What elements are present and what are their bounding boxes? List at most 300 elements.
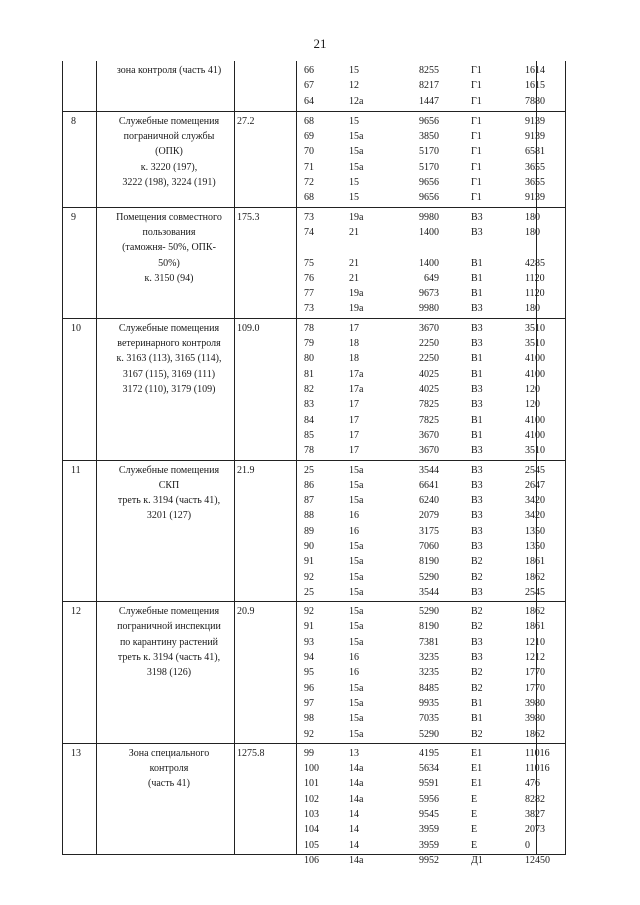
value-cell: 1400 <box>419 257 439 269</box>
description-line: треть к. 3194 (часть 41), <box>117 495 221 507</box>
amount-cell: 3420 <box>525 495 545 507</box>
code-cell: В3 <box>471 636 483 648</box>
value-cell: 9673 <box>419 288 439 300</box>
table-group <box>63 207 565 319</box>
code-cell: В3 <box>471 495 483 507</box>
amount-cell: 1862 <box>525 728 545 740</box>
code-cell: В3 <box>471 479 483 491</box>
amount-cell: 1614 <box>525 65 545 76</box>
code-cell: В2 <box>471 667 483 679</box>
table-row <box>63 78 565 93</box>
point-cell: 64 <box>304 95 314 107</box>
value-cell: 9656 <box>419 115 439 127</box>
table-row <box>63 853 565 868</box>
description-line: треть к. 3194 (часть 41), <box>117 652 221 664</box>
code-cell: В3 <box>471 226 483 238</box>
point-cell: 89 <box>304 525 314 537</box>
code-cell: В1 <box>471 353 483 365</box>
amount-cell: 0 <box>525 839 530 851</box>
point-cell: 91 <box>304 621 314 633</box>
amount-cell: 8282 <box>525 793 545 805</box>
table-row <box>63 443 565 458</box>
table-row <box>63 650 565 665</box>
amount-cell: 180 <box>525 303 540 315</box>
table-row <box>63 367 565 382</box>
value-cell: 9656 <box>419 192 439 204</box>
value-cell: 3959 <box>419 839 439 851</box>
code-cell: Е <box>471 839 478 851</box>
value-cell: 2250 <box>419 353 439 365</box>
amount-cell: 1120 <box>525 272 545 284</box>
point-cell: 74 <box>304 226 314 238</box>
amount-cell: 1350 <box>525 541 545 552</box>
point-cell: 105 <box>304 839 319 851</box>
description-line: пограничной службы <box>123 131 215 143</box>
table-row <box>63 256 565 271</box>
point-cell: 67 <box>304 80 314 92</box>
point-cell: 66 <box>304 65 314 76</box>
table-row <box>63 114 565 129</box>
node-cell: 15а <box>349 697 364 709</box>
description-line: по карантину растений <box>119 636 219 648</box>
table-row <box>63 240 565 255</box>
table-row <box>63 554 565 569</box>
point-cell: 72 <box>304 177 314 189</box>
amount-cell: 1210 <box>525 636 545 648</box>
amount-cell: 11016 <box>525 763 550 775</box>
table-row <box>63 665 565 680</box>
point-cell: 88 <box>304 510 314 522</box>
amount-cell: 3510 <box>525 445 545 457</box>
group-index: 12 <box>71 606 81 618</box>
code-cell: В2 <box>471 728 483 740</box>
node-cell: 12а <box>349 95 364 107</box>
description-line: (ОПК) <box>155 146 183 158</box>
amount-cell: 3655 <box>525 161 545 173</box>
code-cell: В3 <box>471 383 483 395</box>
node-cell: 15а <box>349 571 364 583</box>
code-cell: В3 <box>471 586 483 598</box>
point-cell: 92 <box>304 728 314 740</box>
node-cell: 14а <box>349 778 364 790</box>
value-cell: 5170 <box>419 161 439 173</box>
amount-cell: 2073 <box>525 824 545 836</box>
amount-cell: 4100 <box>525 429 545 441</box>
table-row <box>63 160 565 175</box>
page-number: 21 <box>313 36 327 51</box>
value-cell: 9545 <box>419 809 439 821</box>
node-cell: 18 <box>349 338 359 350</box>
description-line: 3201 (127) <box>146 510 192 522</box>
table-row <box>63 225 565 240</box>
value-cell: 8485 <box>419 682 439 694</box>
point-cell: 77 <box>304 288 314 300</box>
table-group <box>63 318 565 461</box>
amount-cell: 9139 <box>525 115 545 127</box>
code-cell: Е <box>471 809 478 821</box>
node-cell: 18 <box>349 353 359 365</box>
amount-cell: 3510 <box>525 322 545 334</box>
group-index: 9 <box>71 211 76 223</box>
point-cell: 97 <box>304 697 314 709</box>
code-cell: В1 <box>471 368 483 380</box>
table-group <box>63 601 565 744</box>
code-cell: В1 <box>471 713 483 725</box>
value-cell: 9656 <box>419 177 439 189</box>
code-cell: Г1 <box>471 115 482 127</box>
description-line: СКП <box>158 479 180 491</box>
code-cell: В3 <box>471 464 483 476</box>
point-cell: 93 <box>304 636 314 648</box>
value-cell: 3959 <box>419 824 439 836</box>
node-cell: 17 <box>349 414 359 426</box>
code-cell: В1 <box>471 429 483 441</box>
code-cell: В2 <box>471 621 483 633</box>
point-cell: 68 <box>304 115 314 127</box>
point-cell: 96 <box>304 682 314 694</box>
table-row <box>63 635 565 650</box>
node-cell: 19а <box>349 303 364 315</box>
node-cell: 16 <box>349 510 359 522</box>
node-cell: 17 <box>349 322 359 334</box>
table-row <box>63 508 565 523</box>
node-cell: 15а <box>349 541 364 552</box>
point-cell: 87 <box>304 495 314 507</box>
amount-cell: 11016 <box>525 747 550 759</box>
code-cell: Е <box>471 824 478 836</box>
node-cell: 14а <box>349 793 364 805</box>
group-area: 20.9 <box>237 606 255 618</box>
code-cell: В3 <box>471 445 483 457</box>
table-row <box>63 570 565 585</box>
node-cell: 15а <box>349 728 364 740</box>
code-cell: В1 <box>471 288 483 300</box>
node-cell: 14 <box>349 824 359 836</box>
code-cell: Е1 <box>471 747 483 759</box>
table-row <box>63 822 565 837</box>
amount-cell: 120 <box>525 383 540 395</box>
table-row <box>63 696 565 711</box>
node-cell: 15а <box>349 131 364 143</box>
point-cell: 81 <box>304 368 314 380</box>
group-area: 27.2 <box>237 115 255 127</box>
node-cell: 15а <box>349 606 364 618</box>
amount-cell: 3980 <box>525 697 545 709</box>
code-cell: Г1 <box>471 177 482 189</box>
description-line: пользования <box>142 226 196 238</box>
code-cell: В3 <box>471 399 483 411</box>
point-cell: 103 <box>304 809 319 821</box>
node-cell: 14 <box>349 809 359 821</box>
table-row <box>63 727 565 742</box>
value-cell: 7825 <box>419 399 439 411</box>
amount-cell: 4100 <box>525 414 545 426</box>
description-line: 3172 (110), 3179 (109) <box>122 383 216 395</box>
group-area: 21.9 <box>237 464 255 476</box>
code-cell: В3 <box>471 525 483 537</box>
value-cell: 5956 <box>419 793 439 805</box>
node-cell: 15а <box>349 682 364 694</box>
code-cell: Г1 <box>471 161 482 173</box>
point-cell: 94 <box>304 652 314 664</box>
table-row <box>63 286 565 301</box>
amount-cell: 3510 <box>525 338 545 350</box>
value-cell: 3544 <box>419 586 439 598</box>
point-cell: 69 <box>304 131 314 143</box>
node-cell: 15 <box>349 177 359 189</box>
code-cell: В2 <box>471 682 483 694</box>
value-cell: 4025 <box>419 383 439 395</box>
table-row <box>63 761 565 776</box>
amount-cell: 1770 <box>525 682 545 694</box>
node-cell: 17а <box>349 383 364 395</box>
table-row <box>63 397 565 412</box>
node-cell: 21 <box>349 272 359 284</box>
table-row <box>63 539 565 554</box>
table-row <box>63 336 565 351</box>
value-cell: 4195 <box>419 747 439 759</box>
value-cell: 5290 <box>419 571 439 583</box>
data-table <box>62 61 566 866</box>
amount-cell: 3827 <box>525 809 545 821</box>
group-area: 1275.8 <box>237 747 265 759</box>
table-row <box>63 413 565 428</box>
point-cell: 68 <box>304 192 314 204</box>
node-cell: 15а <box>349 495 364 507</box>
description-line: Служебные помещения <box>118 115 220 127</box>
node-cell: 14 <box>349 839 359 851</box>
value-cell: 8190 <box>419 621 439 633</box>
point-cell: 25 <box>304 586 314 598</box>
table-row <box>63 711 565 726</box>
node-cell: 16 <box>349 525 359 537</box>
node-cell: 21 <box>349 257 359 269</box>
amount-cell: 12450 <box>525 854 550 866</box>
node-cell: 16 <box>349 667 359 679</box>
table-row <box>63 129 565 144</box>
node-cell: 15а <box>349 586 364 598</box>
amount-cell: 1861 <box>525 556 545 568</box>
table-group <box>63 743 565 870</box>
code-cell: В3 <box>471 338 483 350</box>
point-cell: 80 <box>304 353 314 365</box>
table-row <box>63 301 565 316</box>
value-cell: 2250 <box>419 338 439 350</box>
description-line: пограничной инспекции <box>117 621 221 633</box>
point-cell: 73 <box>304 303 314 315</box>
point-cell: 73 <box>304 211 314 223</box>
value-cell: 3670 <box>419 322 439 334</box>
value-cell: 7825 <box>419 414 439 426</box>
code-cell: В1 <box>471 697 483 709</box>
table-row <box>63 351 565 366</box>
table-row <box>63 524 565 539</box>
table-row <box>63 619 565 634</box>
description-line: 3222 (198), 3224 (191) <box>122 177 216 189</box>
description-line: 3198 (126) <box>146 667 192 679</box>
amount-cell: 1615 <box>525 80 545 92</box>
code-cell: В3 <box>471 211 483 223</box>
value-cell: 8190 <box>419 556 439 568</box>
amount-cell: 2545 <box>525 464 545 476</box>
value-cell: 6641 <box>419 479 439 491</box>
table-group <box>63 61 565 111</box>
value-cell: 3175 <box>419 525 439 537</box>
point-cell: 78 <box>304 322 314 334</box>
table-row <box>63 382 565 397</box>
node-cell: 17 <box>349 429 359 441</box>
node-cell: 14а <box>349 763 364 775</box>
value-cell: 649 <box>424 272 439 284</box>
value-cell: 5634 <box>419 763 439 775</box>
node-cell: 13 <box>349 747 359 759</box>
value-cell: 8217 <box>419 80 439 92</box>
value-cell: 5290 <box>419 728 439 740</box>
value-cell: 3235 <box>419 667 439 679</box>
description-line: Служебные помещения <box>118 606 220 618</box>
node-cell: 15а <box>349 636 364 648</box>
description-line: контроля <box>149 763 189 775</box>
point-cell: 70 <box>304 146 314 158</box>
code-cell: В2 <box>471 571 483 583</box>
code-cell: В1 <box>471 272 483 284</box>
code-cell: В1 <box>471 414 483 426</box>
amount-cell: 4285 <box>525 257 545 269</box>
amount-cell: 3980 <box>525 713 545 725</box>
value-cell: 9935 <box>419 697 439 709</box>
value-cell: 1400 <box>419 226 439 238</box>
code-cell: В2 <box>471 556 483 568</box>
amount-cell: 1212 <box>525 652 545 664</box>
description-line: Зона специального <box>128 747 210 759</box>
point-cell: 25 <box>304 464 314 476</box>
node-cell: 14а <box>349 854 364 866</box>
point-cell: 92 <box>304 606 314 618</box>
amount-cell: 7880 <box>525 95 545 107</box>
table-row <box>63 210 565 225</box>
value-cell: 8255 <box>419 65 439 76</box>
value-cell: 7060 <box>419 541 439 552</box>
amount-cell: 2647 <box>525 479 545 491</box>
description-line: (таможня- 50%, ОПК- <box>122 242 216 254</box>
node-cell: 15а <box>349 464 364 476</box>
value-cell: 5290 <box>419 606 439 618</box>
table-row <box>63 838 565 853</box>
table-row <box>63 604 565 619</box>
node-cell: 15а <box>349 146 364 158</box>
code-cell: В2 <box>471 606 483 618</box>
point-cell: 98 <box>304 713 314 725</box>
description-line: к. 3150 (94) <box>144 272 194 284</box>
point-cell: 100 <box>304 763 319 775</box>
point-cell: 75 <box>304 257 314 269</box>
code-cell: Г1 <box>471 131 482 143</box>
code-cell: Г1 <box>471 95 482 107</box>
table-row <box>63 493 565 508</box>
code-cell: В3 <box>471 510 483 522</box>
table-row <box>63 478 565 493</box>
description-line: 3167 (115), 3169 (111) <box>122 368 216 380</box>
code-cell: Д1 <box>471 854 483 866</box>
description-line: Служебные помещения <box>118 464 220 476</box>
point-cell: 95 <box>304 667 314 679</box>
node-cell: 15а <box>349 479 364 491</box>
node-cell: 15а <box>349 713 364 725</box>
point-cell: 86 <box>304 479 314 491</box>
description-line: к. 3220 (197), <box>140 161 198 173</box>
node-cell: 15а <box>349 161 364 173</box>
value-cell: 3670 <box>419 429 439 441</box>
code-cell: В3 <box>471 322 483 334</box>
amount-cell: 180 <box>525 211 540 223</box>
node-cell: 17а <box>349 368 364 380</box>
table-group <box>63 111 565 208</box>
node-cell: 19а <box>349 288 364 300</box>
amount-cell: 4100 <box>525 353 545 365</box>
description-line: к. 3163 (113), 3165 (114), <box>116 353 222 365</box>
node-cell: 15 <box>349 115 359 127</box>
description-line: ветеринарного контроля <box>117 338 221 350</box>
point-cell: 85 <box>304 429 314 441</box>
point-cell: 84 <box>304 414 314 426</box>
table-row <box>63 271 565 286</box>
point-cell: 71 <box>304 161 314 173</box>
table-row <box>63 94 565 109</box>
table-row <box>63 63 565 78</box>
node-cell: 19а <box>349 211 364 223</box>
value-cell: 9980 <box>419 303 439 315</box>
point-cell: 91 <box>304 556 314 568</box>
point-cell: 102 <box>304 793 319 805</box>
table-row <box>63 792 565 807</box>
code-cell: Е1 <box>471 763 483 775</box>
code-cell: В3 <box>471 303 483 315</box>
value-cell: 1447 <box>419 95 439 107</box>
table-row <box>63 190 565 205</box>
table-row <box>63 321 565 336</box>
amount-cell: 3420 <box>525 510 545 522</box>
value-cell: 3670 <box>419 445 439 457</box>
amount-cell: 476 <box>525 778 540 790</box>
table-row <box>63 746 565 761</box>
description-line: Служебные помещения <box>118 322 220 334</box>
group-area: 109.0 <box>237 322 260 334</box>
group-index: 10 <box>71 322 81 334</box>
table-row <box>63 463 565 478</box>
description-line: (часть 41) <box>148 778 190 790</box>
value-cell: 9952 <box>419 854 439 866</box>
amount-cell: 1770 <box>525 667 545 679</box>
amount-cell: 1861 <box>525 621 545 633</box>
table-group <box>63 460 565 603</box>
table-row <box>63 681 565 696</box>
group-index: 13 <box>71 747 81 759</box>
code-cell: В1 <box>471 257 483 269</box>
node-cell: 15а <box>349 556 364 568</box>
group-area: 175.3 <box>237 211 260 223</box>
value-cell: 3544 <box>419 464 439 476</box>
value-cell: 7381 <box>419 636 439 648</box>
point-cell: 90 <box>304 541 314 552</box>
table-row <box>63 175 565 190</box>
value-cell: 9980 <box>419 211 439 223</box>
amount-cell: 1862 <box>525 571 545 583</box>
amount-cell: 180 <box>525 226 540 238</box>
value-cell: 2079 <box>419 510 439 522</box>
node-cell: 15 <box>349 65 359 76</box>
table-row <box>63 776 565 791</box>
point-cell: 83 <box>304 399 314 411</box>
